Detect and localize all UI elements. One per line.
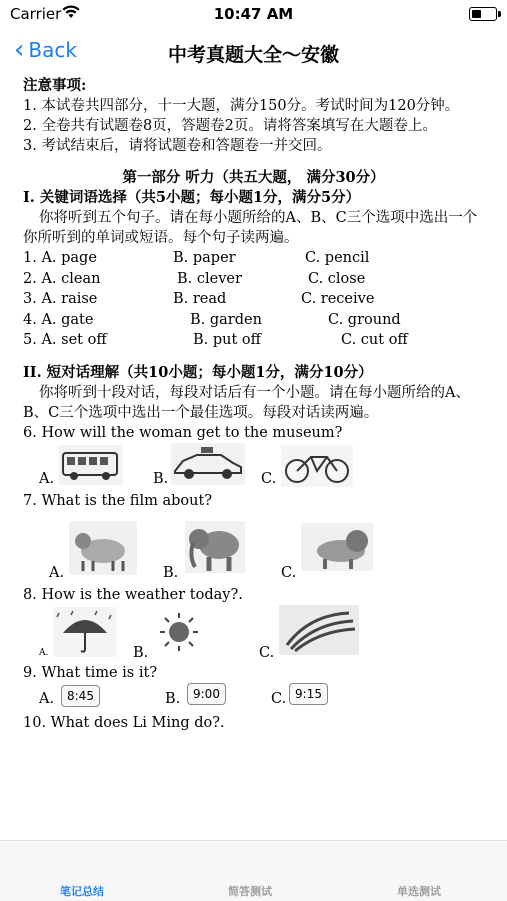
chevron-left-icon: ‹ — [14, 35, 25, 65]
option-b-label: B. — [133, 644, 149, 661]
option-a-label: A. — [39, 690, 55, 707]
option-c-label: C. — [261, 470, 277, 487]
option-c: C. ground — [328, 311, 401, 328]
section1-intro: 你将听到五个句子。请在每小题所给的A、B、C三个选项中选出一个你所听到的单词或短语。每个句子读两遍。 — [23, 210, 478, 246]
tab-short-answer[interactable]: 简答测试 — [228, 885, 272, 898]
option-a: 2. A. clean — [23, 270, 101, 287]
status-time: 10:47 AM — [213, 5, 294, 23]
option-b: B. paper — [173, 250, 236, 266]
option-b: B. clever — [177, 270, 242, 287]
umbrella-rain-picture — [53, 607, 117, 657]
option-c: C. pencil — [305, 250, 370, 266]
bicycle-picture — [281, 445, 353, 487]
question-row — [23, 248, 484, 269]
question-9: 9. What time is it? — [23, 664, 158, 681]
clock-900: 9:00 — [187, 683, 226, 705]
carrier-label: Carrier — [10, 5, 62, 23]
notice-line: 3. 考试结束后，请将试题卷和答题卷一并交回。 — [23, 138, 332, 154]
battery-icon — [469, 7, 497, 21]
option-a-label: A. — [39, 647, 49, 658]
page-title: 中考真题大全～安徽 — [167, 44, 339, 66]
option-c: C. receive — [301, 291, 375, 307]
navigation-bar — [0, 28, 507, 76]
option-b-label: B. — [165, 690, 181, 707]
option-b: B. put off — [193, 332, 261, 348]
option-c-label: C. — [259, 644, 275, 661]
tab-single-choice[interactable]: 单选测试 — [397, 885, 441, 898]
option-b-label: B. — [153, 470, 169, 487]
sun-picture — [155, 609, 203, 655]
question-9-options — [23, 683, 484, 713]
option-a: 4. A. gate — [23, 311, 94, 328]
tab-notes[interactable]: 笔记总结 — [60, 885, 104, 898]
question-row — [23, 310, 484, 331]
section1-title: I. 关键词语选择（共5小题；每小题1分，满分5分） — [23, 189, 361, 206]
question-7-options — [23, 511, 484, 585]
question-row — [23, 289, 484, 310]
option-c: C. close — [308, 270, 366, 287]
option-c-label: C. — [271, 690, 287, 707]
windy-picture — [279, 605, 359, 655]
notice-line: 1. 本试卷共四部分，十一大题，满分150分。考试时间为120分钟。 — [23, 98, 460, 114]
clock-845: 8:45 — [61, 685, 100, 707]
question-8: 8. How is the weather today?. — [23, 586, 243, 603]
notice-title: 注意事项: — [23, 77, 87, 94]
clock-915: 9:15 — [289, 683, 328, 705]
section2-intro: 你将听到十段对话，每段对话后有一个小题。请在每小题所给的A、B、C三个选项中选出一个最佳选项。每段对话读两遍。 — [23, 384, 470, 421]
question-6-options — [23, 443, 484, 491]
option-a-label: A. — [49, 564, 65, 581]
question-10: 10. What does Li Ming do?. — [23, 714, 225, 731]
option-a: 5. A. set off — [23, 332, 107, 348]
question-7: 7. What is the film about? — [23, 492, 213, 509]
question-8-options — [23, 605, 484, 663]
lion-picture — [301, 523, 373, 571]
notice-line: 2. 全卷共有试题卷8页，答题卷2页。请将答案填写在大题卷上。 — [23, 118, 437, 134]
question-row — [23, 269, 484, 290]
option-c-label: C. — [281, 564, 297, 581]
tiger-picture — [69, 521, 137, 575]
elephant-picture — [185, 521, 245, 573]
exam-content[interactable] — [0, 76, 507, 840]
option-a-label: A. — [39, 470, 55, 487]
option-a: 1. A. page — [23, 250, 97, 266]
back-label: Back — [28, 38, 77, 62]
section2-title: II. 短对话理解（共10小题；每小题1分，满分10分） — [23, 363, 373, 381]
option-b-label: B. — [163, 564, 179, 581]
status-bar — [0, 0, 507, 28]
question-row — [23, 330, 484, 351]
option-c: C. cut off — [341, 332, 408, 348]
part1-title: 第一部分 听力（共五大题， 满分30分） — [122, 169, 385, 186]
option-b: B. read — [173, 291, 227, 307]
tab-bar — [0, 840, 507, 901]
bus-picture — [59, 445, 123, 485]
taxi-picture — [171, 443, 245, 485]
question-6: 6. How will the woman get to the museum? — [23, 424, 343, 441]
option-b: B. garden — [190, 311, 262, 328]
option-a: 3. A. raise — [23, 291, 98, 307]
